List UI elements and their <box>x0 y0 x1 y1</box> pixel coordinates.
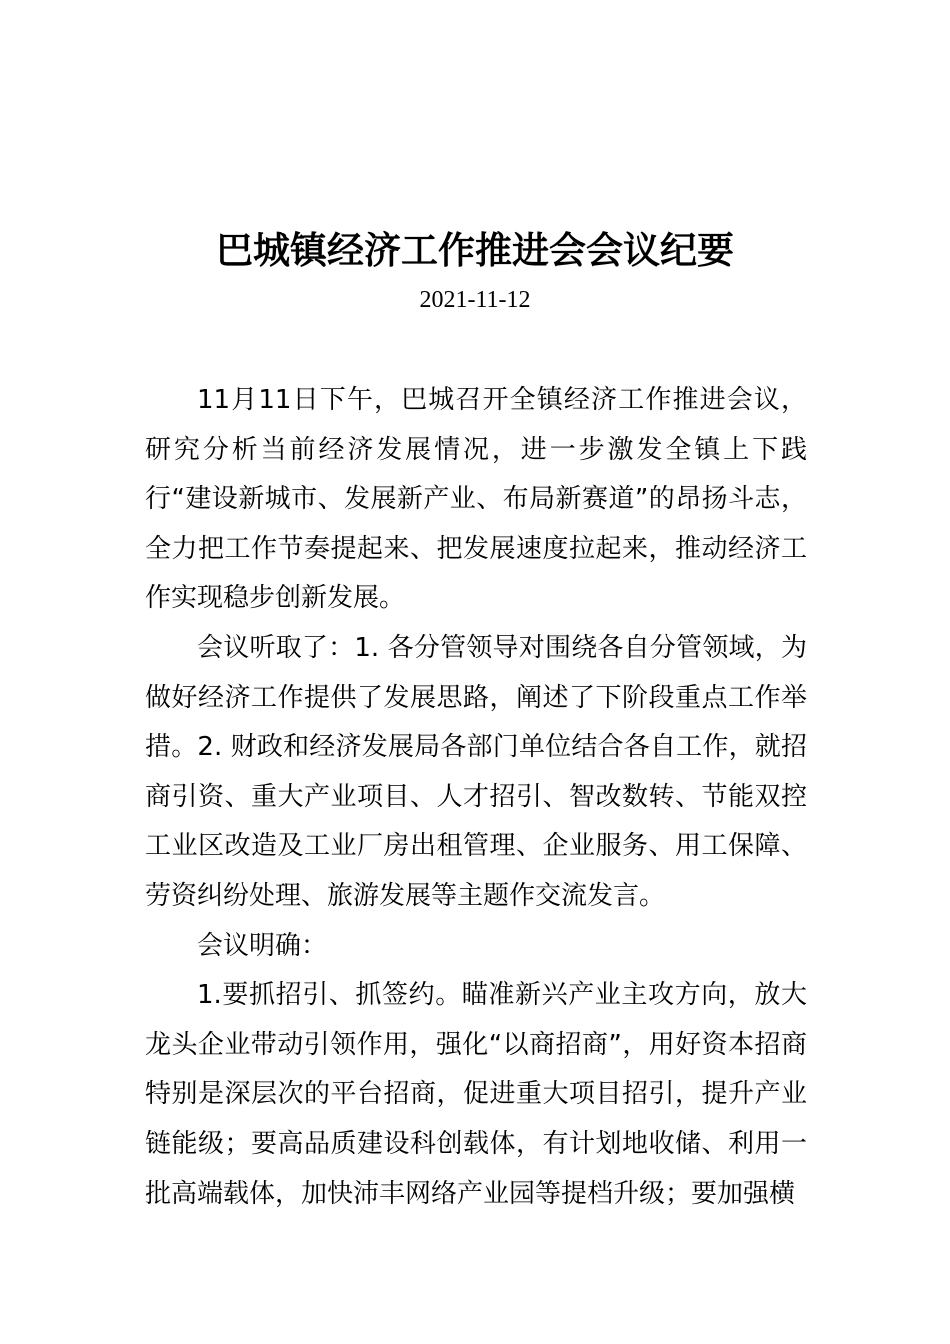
page-title: 巴城镇经济工作推进会会议纪要 <box>216 229 734 272</box>
paragraph-point-1: 1.要抓招引、抓签约。瞄准新兴产业主攻方向，放大龙头企业带动引领作用，强化“以商招商”，用好资本招商特别是深层次的平台招商，促进重大项目招引，提升产业链能级；要高品质建设科创载体，有计划地收储、利用一批高端载体，加快沛丰网络产业园等提档升级；要加强横 <box>145 980 807 1209</box>
document-body <box>145 376 807 1219</box>
paragraph-meeting-clarified: 会议明确： <box>197 930 328 961</box>
document-date: 2021-11-12 <box>419 287 531 313</box>
paragraph-intro: 11月11日下午，巴城召开全镇经济工作推进会议，研究分析当前经济发展情况，进一步激发全镇上下践行“建设新城市、发展新产业、布局新赛道”的昂扬斗志，全力把工作节奏提起来、把发展速度拉起来，推动经济工作实现稳步创新发展。 <box>145 385 807 614</box>
paragraph-meeting-heard: 会议听取了：1. 各分管领导对围绕各自分管领域，为做好经济工作提供了发展思路，阐述了下阶段重点工作举措。2. 财政和经济发展局各部门单位结合各自工作，就招商引资、重大产业项目、人才招引、智改数转、节能双控工业区改造及工业厂房出租管理、企业服务、用工保障、劳资纠纷处理、旅游发展等主题作交流发言。 <box>145 632 807 911</box>
